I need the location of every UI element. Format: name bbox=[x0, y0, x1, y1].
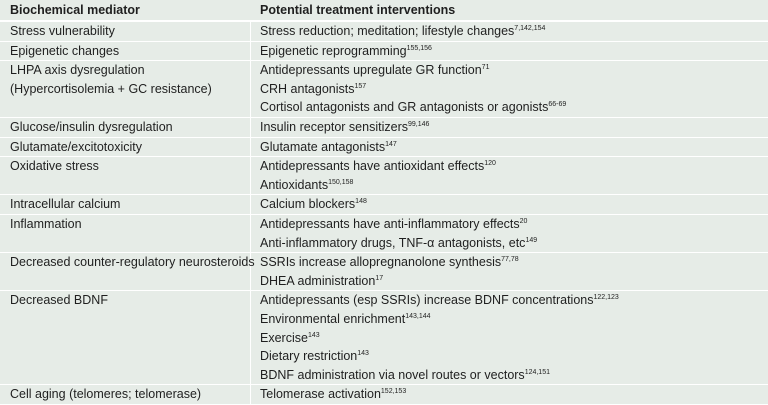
reference-superscript: 143 bbox=[357, 349, 369, 357]
mediator-cell bbox=[0, 118, 251, 137]
treatment-cell bbox=[251, 157, 768, 194]
treatment-item bbox=[260, 157, 768, 176]
reference-superscript: 148 bbox=[355, 198, 367, 206]
treatment-item bbox=[260, 22, 768, 41]
mediator-text: Glutamate/excitotoxicity bbox=[10, 139, 142, 154]
treatment-cell bbox=[251, 291, 768, 384]
table-row bbox=[0, 291, 768, 385]
treatment-cell bbox=[251, 195, 768, 214]
mediator-cell bbox=[0, 157, 251, 194]
mediator-cell bbox=[0, 195, 251, 214]
mediator-text: Glucose/insulin dysregulation bbox=[10, 119, 173, 134]
treatment-cell bbox=[251, 61, 768, 117]
reference-superscript: 143,144 bbox=[405, 312, 431, 320]
treatment-text: Antioxidants bbox=[260, 177, 329, 192]
mediator-text: Inflammation bbox=[10, 216, 82, 231]
reference-superscript: 150,158 bbox=[328, 178, 354, 186]
reference-superscript: 124,151 bbox=[524, 368, 550, 376]
reference-superscript: 17 bbox=[375, 274, 384, 282]
reference-superscript: 122,123 bbox=[593, 294, 619, 302]
treatment-item bbox=[260, 234, 768, 253]
table-row bbox=[0, 215, 768, 253]
mediator-cell bbox=[0, 385, 251, 404]
reference-superscript: 7,142,154 bbox=[514, 24, 546, 32]
table-row bbox=[0, 22, 768, 42]
treatment-item bbox=[260, 385, 768, 404]
table-row bbox=[0, 118, 768, 138]
mediator-cell bbox=[0, 42, 251, 61]
reference-superscript: 143 bbox=[307, 331, 320, 339]
mediator-text: (Hypercortisolemia + GC resistance) bbox=[10, 81, 212, 96]
reference-superscript: 99,146 bbox=[407, 120, 430, 128]
treatment-item bbox=[260, 347, 768, 366]
reference-superscript: 20 bbox=[519, 217, 528, 225]
treatment-item bbox=[260, 61, 768, 80]
reference-superscript: 77,78 bbox=[501, 255, 519, 263]
mediator-cell bbox=[0, 138, 251, 157]
treatment-item bbox=[260, 195, 768, 214]
header-mediator: Biochemical mediator bbox=[10, 3, 140, 17]
reference-superscript: 66-69 bbox=[548, 101, 567, 109]
table-row bbox=[0, 157, 768, 195]
treatment-item bbox=[260, 42, 768, 61]
treatment-text: Antidepressants (esp SSRIs) increase BDNF concentrations bbox=[260, 293, 594, 308]
treatment-text: CRH antagonists bbox=[260, 81, 355, 96]
treatment-text: Antidepressants have anti-inflammatory effects bbox=[260, 216, 520, 231]
table-row bbox=[0, 385, 768, 405]
mediator-text: Epigenetic changes bbox=[10, 43, 120, 58]
reference-superscript: 155,156 bbox=[406, 44, 432, 52]
treatment-text: Antidepressants upregulate GR function bbox=[260, 63, 482, 78]
treatment-item bbox=[260, 138, 768, 157]
treatment-text: Glutamate antagonists bbox=[260, 139, 386, 154]
table-row bbox=[0, 195, 768, 215]
treatment-text: Antidepressants have antioxidant effects bbox=[260, 159, 485, 174]
treatment-cell bbox=[251, 42, 768, 61]
treatment-item bbox=[260, 98, 768, 117]
table-row bbox=[0, 61, 768, 118]
table-body bbox=[0, 22, 768, 405]
treatment-item bbox=[260, 291, 768, 310]
treatment-item bbox=[260, 118, 768, 137]
treatment-cell bbox=[251, 253, 768, 290]
table-row bbox=[0, 42, 768, 62]
treatment-item bbox=[260, 80, 768, 99]
treatment-item bbox=[260, 215, 768, 234]
treatment-item bbox=[260, 310, 768, 329]
treatment-cell bbox=[251, 385, 768, 404]
mediator-cell bbox=[0, 291, 251, 384]
table-row bbox=[0, 253, 768, 291]
mediator-text: Cell aging (telomeres; telomerase) bbox=[10, 387, 202, 402]
mediator-cell bbox=[0, 253, 255, 290]
treatment-text: BDNF administration via novel routes or vectors bbox=[260, 367, 525, 382]
treatment-item bbox=[260, 253, 768, 272]
mediator-text: Oxidative stress bbox=[10, 159, 99, 174]
treatment-item bbox=[260, 329, 768, 348]
header-treatments: Potential treatment interventions bbox=[260, 3, 456, 17]
treatment-cell bbox=[251, 118, 768, 137]
mediator-text: Stress vulnerability bbox=[10, 24, 115, 38]
treatment-text: Environmental enrichment bbox=[260, 311, 406, 326]
treatment-item bbox=[260, 176, 768, 195]
treatment-item bbox=[260, 366, 768, 385]
table-row bbox=[0, 138, 768, 158]
table-header bbox=[0, 0, 768, 22]
mediator-text: Decreased BDNF bbox=[10, 293, 108, 308]
treatment-item bbox=[260, 272, 768, 291]
mediator-cell bbox=[0, 22, 251, 41]
treatment-cell bbox=[251, 22, 768, 41]
reference-superscript: 120 bbox=[484, 160, 496, 167]
reference-superscript: 71 bbox=[481, 64, 490, 72]
reference-superscript: 157 bbox=[354, 82, 367, 90]
treatment-text: Dietary restriction bbox=[260, 349, 358, 364]
treatment-text: DHEA administration bbox=[260, 273, 376, 288]
mediator-cell bbox=[0, 61, 251, 117]
treatment-text: Calcium blockers bbox=[260, 197, 356, 212]
treatment-text: Exercise bbox=[260, 330, 308, 345]
mediator-text: Intracellular calcium bbox=[10, 197, 121, 212]
reference-superscript: 149 bbox=[525, 236, 538, 244]
treatment-text: Stress reduction; meditation; lifestyle changes bbox=[260, 24, 515, 38]
mediator-cell bbox=[0, 215, 251, 252]
reference-superscript: 147 bbox=[385, 140, 397, 148]
reference-superscript: 152,153 bbox=[380, 388, 407, 396]
mediator-text: Decreased counter-regulatory neurosteroids bbox=[10, 255, 255, 270]
treatment-text: Anti-inflammatory drugs, TNF-α antagonists, etc bbox=[260, 235, 526, 250]
treatment-text: Cortisol antagonists and GR antagonists or agonists bbox=[260, 100, 549, 115]
mediator-text: LHPA axis dysregulation bbox=[10, 63, 145, 78]
treatment-text: Insulin receptor sensitizers bbox=[260, 119, 408, 134]
treatment-text: SSRIs increase allopregnanolone synthesis bbox=[260, 255, 502, 270]
treatment-cell bbox=[251, 215, 768, 252]
treatment-text: Epigenetic reprogramming bbox=[260, 43, 407, 58]
treatment-cell bbox=[251, 138, 768, 157]
treatment-text: Telomerase activation bbox=[260, 387, 381, 402]
